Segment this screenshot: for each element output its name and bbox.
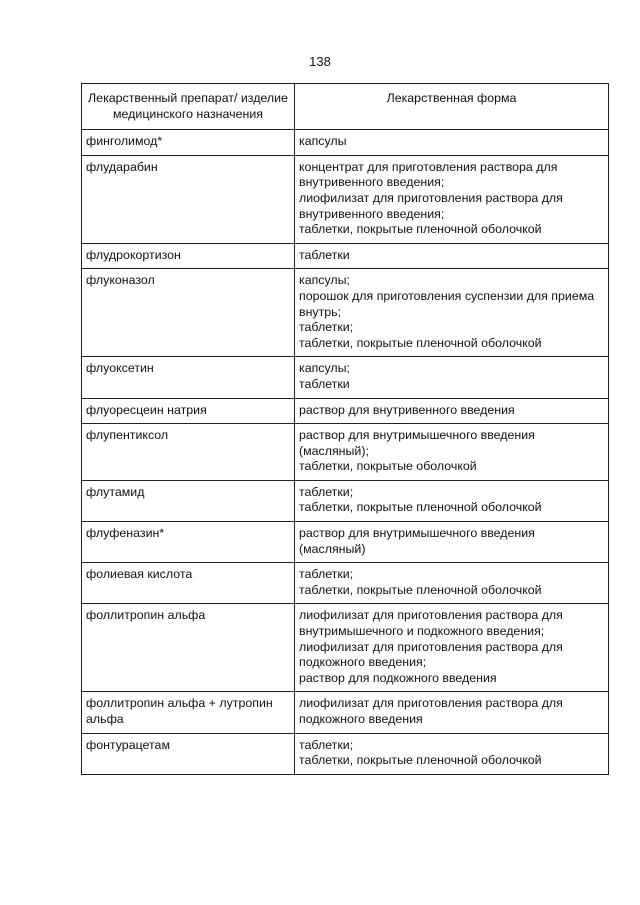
drug-name-cell: флудрокортизон <box>82 243 295 269</box>
dosage-form-line: таблетки <box>299 247 350 262</box>
drug-name-cell: флуоресцеин натрия <box>82 398 295 424</box>
drug-name-cell: фоллитропин альфа <box>82 604 295 692</box>
dosage-form-line: лиофилизат для приготовления раствора для внутримышечного и подкожного введения; <box>299 608 563 639</box>
table-row <box>82 733 609 774</box>
dosage-form-cell <box>295 563 609 604</box>
dosage-form-line: таблетки, покрытые оболочкой <box>299 459 477 474</box>
drug-name-cell: фолиевая кислота <box>82 563 295 604</box>
dosage-form-line: капсулы <box>299 134 347 149</box>
dosage-form-line: раствор для внутривенного введения <box>299 402 515 417</box>
dosage-form-cell <box>295 522 609 563</box>
dosage-form-line: раствор для внутримышечного введения (масляный) <box>299 526 535 556</box>
table-row <box>82 130 609 156</box>
dosage-form-line: концентрат для приготовления раствора для внутривенного введения; <box>299 159 558 190</box>
table-body <box>82 130 609 775</box>
dosage-form-cell <box>295 357 609 398</box>
dosage-form-cell <box>295 480 609 521</box>
dosage-form-cell <box>295 733 609 774</box>
table-row <box>82 424 609 481</box>
header-dosage-form: Лекарственная форма <box>295 84 609 130</box>
table-row <box>82 398 609 424</box>
table-row <box>82 563 609 604</box>
dosage-form-line: таблетки, покрытые пленочной оболочкой <box>299 222 542 237</box>
dosage-form-cell <box>295 269 609 357</box>
dosage-form-line: таблетки; <box>299 737 354 752</box>
dosage-form-line: таблетки <box>299 376 350 391</box>
dosage-form-line: таблетки, покрытые пленочной оболочкой <box>299 500 542 515</box>
drug-name-cell: финголимод* <box>82 130 295 156</box>
drug-name-cell: фоллитропин альфа + лутропин альфа <box>82 692 295 733</box>
dosage-form-line: таблетки, покрытые пленочной оболочкой <box>299 753 542 768</box>
dosage-form-line: лиофилизат для приготовления раствора для подкожного введения; <box>299 639 563 670</box>
dosage-form-cell <box>295 155 609 243</box>
dosage-form-line: раствор для подкожного введения <box>299 670 497 685</box>
table-header-row <box>82 84 609 130</box>
dosage-form-line: лиофилизат для приготовления раствора для внутривенного введения; <box>299 190 563 221</box>
dosage-form-line: капсулы; <box>299 273 350 288</box>
dosage-form-line: таблетки, покрытые пленочной оболочкой <box>299 582 542 597</box>
drug-name-cell: флударабин <box>82 155 295 243</box>
drug-name-cell: флутамид <box>82 480 295 521</box>
header-drug-name: Лекарственный препарат/ изделие медицинского назначения <box>82 84 295 130</box>
dosage-form-line: таблетки, покрытые пленочной оболочкой <box>299 335 542 350</box>
table-row <box>82 692 609 733</box>
page-number: 138 <box>309 54 331 69</box>
dosage-form-line: раствор для внутримышечного введения (масляный); <box>299 428 535 458</box>
drug-name-cell: флупентиксол <box>82 424 295 481</box>
dosage-form-line: капсулы; <box>299 361 350 376</box>
dosage-form-cell <box>295 398 609 424</box>
drug-name-cell: флуфеназин* <box>82 522 295 563</box>
dosage-form-cell <box>295 243 609 269</box>
table-row <box>82 243 609 269</box>
table-row <box>82 155 609 243</box>
table-row <box>82 480 609 521</box>
drug-name-cell: фонтурацетам <box>82 733 295 774</box>
table-row <box>82 604 609 692</box>
dosage-form-line: лиофилизат для приготовления раствора для подкожного введения <box>299 696 563 726</box>
drug-table <box>81 83 609 775</box>
dosage-form-cell <box>295 604 609 692</box>
table-row <box>82 269 609 357</box>
dosage-form-line: таблетки; <box>299 320 354 335</box>
dosage-form-line: таблетки; <box>299 484 354 499</box>
drug-name-cell: флуоксетин <box>82 357 295 398</box>
dosage-form-line: таблетки; <box>299 567 354 582</box>
dosage-form-cell <box>295 130 609 156</box>
dosage-form-cell <box>295 692 609 733</box>
table-row <box>82 357 609 398</box>
table-row <box>82 522 609 563</box>
dosage-form-cell <box>295 424 609 481</box>
drug-name-cell: флуконазол <box>82 269 295 357</box>
dosage-form-line: порошок для приготовления суспензии для приема внутрь; <box>299 288 595 319</box>
